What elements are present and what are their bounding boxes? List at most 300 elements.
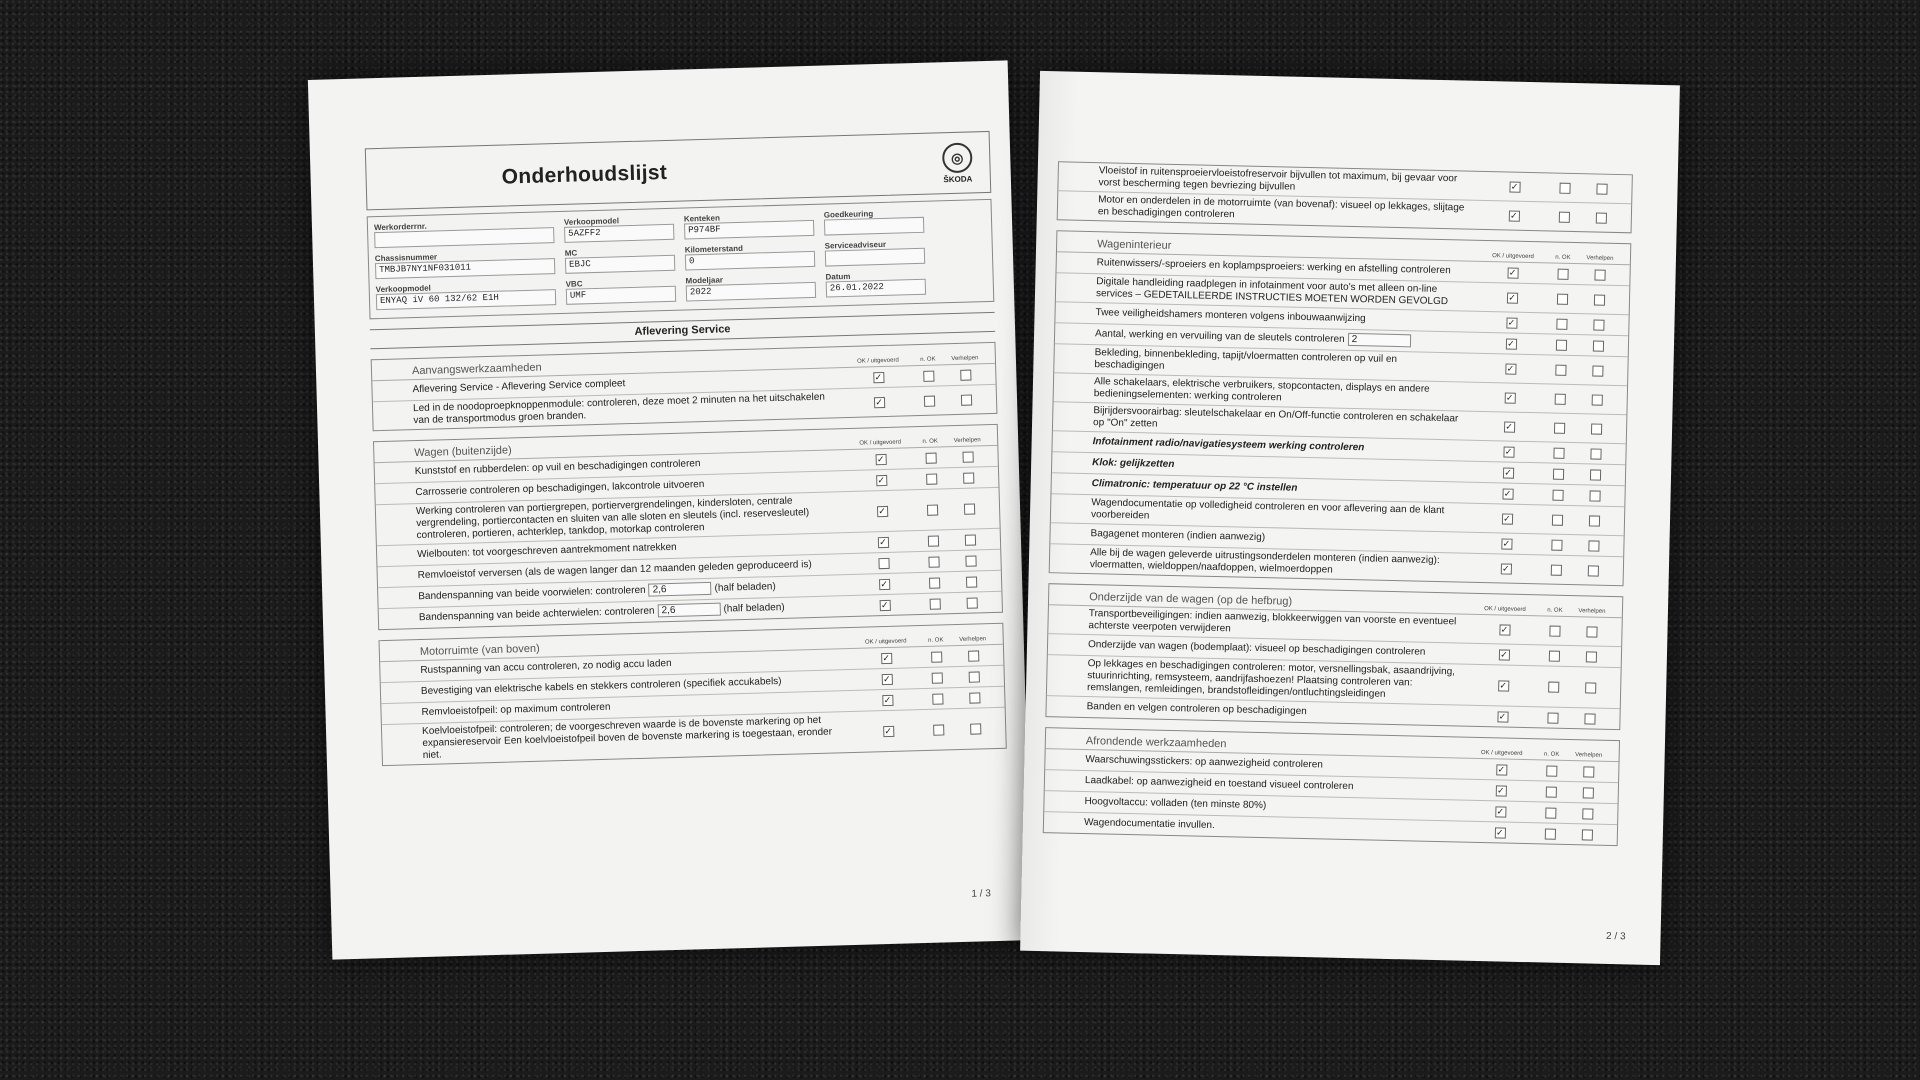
checked-checkbox[interactable]: ✓: [1504, 466, 1512, 478]
checkbox[interactable]: [1552, 468, 1563, 479]
checklist-item-label: Infotainment radio/navigatiesysteem werking controleren: [1092, 436, 1365, 454]
checkbox[interactable]: [1588, 540, 1599, 551]
checkbox-cell: [1565, 828, 1609, 840]
checklist-item-label: Motor en onderdelen in de motorruimte (van bovenaf): visueel op lekkages, slijtage en beschadigingen controleren: [1097, 194, 1465, 221]
checkbox-cell: [1476, 337, 1546, 350]
checkbox-cell: [948, 534, 992, 546]
right-sections: [1043, 230, 1632, 846]
skoda-logo: [937, 142, 978, 184]
checked-checkbox[interactable]: ✓: [1502, 537, 1511, 549]
checked-checkbox[interactable]: ✓: [1496, 784, 1505, 796]
checkbox[interactable]: [1593, 319, 1604, 330]
checkbox[interactable]: [1592, 340, 1603, 351]
info-field-label: Datum: [825, 271, 851, 282]
document-title: Onderhoudslijst: [501, 160, 668, 189]
checked-checkbox[interactable]: ✓: [1504, 445, 1513, 457]
checkbox[interactable]: [960, 369, 971, 380]
checkbox[interactable]: [1556, 293, 1567, 304]
info-field-value[interactable]: [824, 217, 924, 236]
checkbox-cell: [944, 394, 988, 406]
checkbox-cell: [853, 725, 923, 738]
checkbox-cell: [947, 503, 991, 515]
checkbox-cell: [1547, 293, 1577, 305]
checkbox-cell: [846, 474, 916, 487]
info-field: [685, 273, 816, 302]
column-header: n. OK: [920, 356, 936, 363]
info-field-label: Chassisnummer: [374, 252, 438, 264]
checkbox-cell: [1475, 362, 1545, 375]
checkbox-cell: [1469, 623, 1539, 636]
checkbox[interactable]: [928, 556, 939, 567]
checked-checkbox[interactable]: ✓: [882, 673, 891, 684]
checklist-item-label: Bagagenet monteren (indien aanwezig): [1090, 528, 1266, 544]
checkbox-cell: [851, 652, 921, 665]
checklist-item-label: Bevestiging van elektrische kabels en stekkers controleren (specifiek accukabels): [420, 675, 782, 698]
checkbox-cell: [1546, 339, 1576, 351]
checklist-item-label: Wagendocumentatie invullen.: [1083, 817, 1215, 832]
checkbox-cell: [1472, 487, 1542, 500]
checkbox[interactable]: [1595, 212, 1606, 223]
checkbox-cell: [1479, 209, 1549, 222]
checkbox[interactable]: [923, 370, 934, 381]
checkbox[interactable]: [1584, 713, 1595, 724]
info-field-value[interactable]: 5AZFF2: [564, 224, 674, 243]
checkbox-cell: [952, 670, 996, 682]
info-field: [825, 239, 926, 267]
checkbox-cell: [922, 672, 952, 684]
column-header: OK / uitgevoerd: [856, 357, 899, 365]
left-sections: [371, 342, 1007, 766]
column-header: n. OK: [927, 637, 944, 644]
checklist-item-label: Transportbeveiligingen: indien aanwezig, blokkeerwiggen van voorste en eventueel achterste veerpoten verwijderen: [1088, 608, 1457, 635]
checkbox[interactable]: [1592, 365, 1603, 376]
checkbox[interactable]: [1546, 765, 1557, 776]
checkbox[interactable]: [1557, 268, 1568, 279]
checkbox[interactable]: [969, 692, 980, 703]
checkbox-cell: [1571, 540, 1615, 552]
checkbox-cell: [1539, 625, 1569, 637]
checked-checkbox[interactable]: ✓: [1500, 648, 1508, 660]
checklist-item-label: Laadkabel: op aanwezigheid en toestand visueel controleren: [1084, 775, 1354, 793]
checkbox-cell: [921, 651, 951, 663]
checked-checkbox[interactable]: ✓: [883, 694, 892, 705]
checklist-section: [379, 623, 1007, 766]
checkbox-cell: [1545, 393, 1575, 405]
info-field-value[interactable]: P974BF: [684, 220, 814, 240]
checkbox[interactable]: [1586, 626, 1597, 637]
checkbox-cell: [953, 722, 997, 734]
section-title: Afrondende werkzaamheden: [1085, 735, 1227, 751]
checkbox-cell: [918, 556, 948, 568]
checklist-item-label: Aflevering Service - Aflevering Service compleet: [412, 378, 626, 396]
checkbox[interactable]: [962, 451, 973, 462]
checkbox-cell: [918, 535, 948, 547]
checkbox[interactable]: [1589, 469, 1600, 480]
checklist-item-label: Vloeistof in ruitensproeiervloeistofreservoir bijvullen tot maximum, bij gevaar voor vorst bescherming tegen bevriezing bijvullen: [1098, 165, 1458, 193]
checklist-item-label: Onderzijde van wagen (bodemplaat): visueel op beschadigingen controleren: [1087, 639, 1426, 658]
checked-checkbox[interactable]: ✓: [877, 474, 886, 485]
checkbox-cell: [1541, 539, 1571, 551]
checked-checkbox[interactable]: ✓: [1496, 826, 1504, 838]
checkbox[interactable]: [970, 723, 981, 734]
checked-checkbox[interactable]: ✓: [1498, 710, 1507, 722]
checkbox-cell: [1579, 183, 1623, 195]
info-field: [375, 249, 556, 279]
checked-checkbox[interactable]: ✓: [1500, 623, 1509, 635]
checked-checkbox[interactable]: ✓: [1503, 512, 1511, 524]
checkbox-cell: [1475, 391, 1545, 404]
checked-checkbox[interactable]: ✓: [875, 396, 883, 407]
info-field: [374, 218, 555, 248]
info-field: [565, 246, 676, 274]
checkbox-cell: [916, 473, 946, 485]
checkbox[interactable]: [1553, 447, 1564, 458]
info-field: [376, 280, 557, 310]
checklist-item-label: Carrosserie controleren op beschadigingen, lakcontrole uitvoeren: [415, 479, 705, 499]
checkbox-cell: [1571, 565, 1615, 577]
value-input-field[interactable]: 2,6: [657, 603, 720, 618]
checkbox[interactable]: [1544, 828, 1555, 839]
checkbox-cell: [1537, 712, 1567, 724]
info-field: [824, 208, 925, 236]
checkbox[interactable]: [927, 535, 938, 546]
checklist-section: [373, 424, 1003, 630]
section-title: Wagen (buitenzijde): [414, 444, 512, 460]
column-header: OK / uitgevoerd: [864, 638, 907, 646]
checklist-item-label: Bijrijdersvoorairbag: sleutelschakelaar en On/Off-functie controleren en schakelaar op "On" zetten: [1092, 405, 1459, 430]
checkbox-cell: [1569, 626, 1613, 638]
checklist-item-label: Digitale handleiding raadplegen in infotainment voor auto's met alleen on-line services – GEDETAILLEERDE INSTRUCTIES MOETEN WORDEN GEVOLGD: [1095, 276, 1449, 308]
checkbox-cell: [1466, 784, 1536, 797]
checkbox[interactable]: [931, 651, 942, 662]
checkbox[interactable]: [1559, 182, 1570, 193]
title-box: [365, 131, 991, 210]
checkbox[interactable]: [965, 576, 976, 587]
top-rows-section: [1057, 161, 1633, 233]
checkbox-cell: [1545, 364, 1575, 376]
checkbox-cell: [1465, 826, 1535, 839]
checkbox-cell: [1576, 319, 1620, 331]
checkbox-cell: [1549, 182, 1579, 194]
checkbox[interactable]: [923, 395, 934, 406]
info-field: [564, 215, 675, 243]
checked-checkbox[interactable]: ✓: [880, 578, 889, 589]
checked-checkbox[interactable]: ✓: [1508, 292, 1516, 303]
checkbox-cell: [1538, 681, 1568, 693]
checked-checkbox[interactable]: ✓: [1508, 267, 1517, 278]
info-field-label: MC: [564, 248, 578, 258]
checkbox-cell: [1542, 489, 1572, 501]
checklist-item-label: Alle bij de wagen geleverde uitrustingsonderdelen monteren (indien aanwezig): vloermatten, wieldoppen/naafdoppen, wielmoerdoppen: [1089, 547, 1440, 576]
vehicle-info-fields: [367, 199, 995, 319]
checklist-item-label: Banden en velgen controleren op beschadigingen: [1086, 701, 1307, 718]
checkbox[interactable]: [1551, 514, 1562, 525]
checkbox[interactable]: [926, 504, 937, 515]
column-header: n. OK: [1547, 607, 1563, 614]
checklist-item-label: Led in de noodoproepknoppenmodule: controleren, deze moet 2 minuten na het uitschakelen van de transportmodus groen branden.: [412, 391, 826, 427]
checked-checkbox[interactable]: ✓: [1505, 421, 1514, 432]
column-header: OK / uitgevoerd: [1480, 750, 1523, 757]
checklist-row-text: [1084, 817, 1465, 838]
skoda-logo-icon: ◎: [942, 142, 973, 173]
checkbox[interactable]: [1545, 807, 1556, 818]
checked-checkbox[interactable]: ✓: [1505, 392, 1514, 403]
checklist-item-label: Remvloeistof verversen (als de wagen langer dan 12 maanden geleden geproduceerd is): [417, 559, 812, 582]
checkbox[interactable]: [1591, 394, 1602, 405]
checkbox[interactable]: [1587, 565, 1598, 576]
column-headers: [1470, 606, 1614, 615]
info-field-value[interactable]: 26.01.2022: [826, 279, 926, 298]
checkbox-cell: [1543, 447, 1573, 459]
column-header: Verhelpen: [1578, 608, 1606, 615]
checkbox-cell: [923, 724, 953, 736]
checkbox[interactable]: [1582, 787, 1593, 798]
column-header: OK / uitgevoerd: [1484, 606, 1526, 614]
checked-checkbox[interactable]: ✓: [1510, 210, 1518, 221]
checkbox-cell: [1536, 765, 1566, 777]
checklist-row-text: [1087, 658, 1469, 703]
checklist-item-label: Alle schakelaars, elektrische verbruikers, stopcontacten, displays en andere bedieningselementen: werking controleren: [1093, 376, 1430, 404]
info-field-label: Modeljaar: [685, 275, 724, 286]
checkbox[interactable]: [1551, 539, 1562, 550]
checkbox[interactable]: [928, 577, 939, 588]
checked-checkbox[interactable]: ✓: [1506, 363, 1515, 374]
checkbox-cell: [852, 673, 922, 686]
checkbox-cell: [1479, 180, 1549, 193]
checkbox-cell: [1535, 828, 1565, 840]
checklist-row-text: [1087, 701, 1468, 722]
checkbox[interactable]: [965, 555, 976, 566]
info-field-value[interactable]: UMF: [566, 286, 676, 305]
checked-checkbox[interactable]: ✓: [1496, 805, 1505, 817]
checklist-item-label: Waarschuwingsstickers: op aanwezigheid controleren: [1085, 754, 1324, 771]
checkbox[interactable]: [1585, 651, 1596, 662]
checkbox[interactable]: [1585, 682, 1596, 693]
checkbox-cell: [1577, 294, 1621, 306]
checked-checkbox[interactable]: ✓: [880, 599, 889, 610]
checked-checkbox[interactable]: ✓: [884, 725, 893, 736]
checkbox[interactable]: [1583, 766, 1594, 777]
column-header: Verhelpen: [951, 355, 979, 363]
checkbox[interactable]: [925, 452, 936, 463]
checkbox[interactable]: [1590, 423, 1601, 434]
section-title: Motorruimte (van boven): [419, 642, 540, 659]
checklist-item-label: Klok: gelijkzetten: [1092, 457, 1175, 471]
checkbox-cell: [943, 369, 987, 381]
checkbox[interactable]: [1558, 211, 1569, 222]
checkbox[interactable]: [1590, 448, 1601, 459]
column-header: n. OK: [1555, 254, 1571, 261]
checkbox-cell: [1474, 420, 1544, 433]
section-title: Aanvangswerkzaamheden: [411, 361, 542, 378]
checkbox[interactable]: [964, 534, 975, 545]
checkbox[interactable]: [1556, 318, 1567, 329]
checkbox[interactable]: [1588, 515, 1599, 526]
info-field-label: Kilometerstand: [684, 243, 744, 255]
checkbox[interactable]: [1581, 829, 1592, 840]
checklist-section: [1049, 230, 1632, 586]
checkbox-cell: [1573, 448, 1617, 460]
checkbox[interactable]: [931, 672, 942, 683]
checked-checkbox[interactable]: ✓: [1507, 317, 1516, 328]
checked-checkbox[interactable]: ✓: [1510, 181, 1519, 192]
checkbox-cell: [915, 452, 945, 464]
checkbox-cell: [920, 598, 950, 610]
checkbox[interactable]: [1596, 183, 1607, 194]
checkbox[interactable]: [1553, 422, 1564, 433]
checkbox-cell: [919, 577, 949, 589]
checkbox[interactable]: [1589, 490, 1600, 501]
checkbox[interactable]: [966, 597, 977, 608]
checked-checkbox[interactable]: ✓: [1507, 338, 1515, 349]
checklist-item-label: Ruitenwissers/-sproeiers en koplampsproeiers: werking en afstelling controleren: [1096, 257, 1451, 277]
checkbox-cell: [1473, 466, 1543, 479]
checklist-item-suffix: (half beladen): [714, 581, 776, 595]
checkbox-cell: [1466, 763, 1536, 776]
checkbox-cell: [1465, 805, 1535, 818]
checked-checkbox[interactable]: ✓: [879, 536, 887, 547]
column-headers: [845, 437, 989, 447]
checklist-item-label: Aantal, werking en vervuiling van de sleutels controleren: [1094, 328, 1345, 346]
checkbox-cell: [913, 370, 943, 382]
checked-checkbox[interactable]: ✓: [1497, 763, 1506, 775]
checkbox-cell: [948, 555, 992, 567]
checklist-row-text: [1090, 547, 1471, 580]
checkbox[interactable]: [1550, 564, 1561, 575]
section-band: Aflevering Service: [370, 312, 995, 349]
checkbox[interactable]: [1555, 339, 1566, 350]
checkbox[interactable]: [933, 724, 944, 735]
checkbox-cell: [1573, 469, 1617, 481]
info-field: [684, 211, 815, 240]
column-headers: [1478, 253, 1622, 262]
checkbox-cell: [1541, 564, 1571, 576]
checkbox-cell: [1567, 712, 1611, 724]
checked-checkbox[interactable]: ✓: [1502, 562, 1510, 574]
checkbox-cell: [1576, 340, 1620, 352]
checkbox-cell: [1566, 765, 1610, 777]
column-header: Verhelpen: [1586, 255, 1614, 262]
checked-checkbox[interactable]: ✓: [874, 371, 883, 382]
info-field-value[interactable]: ENYAQ iV 60 132/62 E1H: [376, 289, 556, 310]
checked-checkbox[interactable]: ✓: [878, 505, 887, 516]
value-input-field[interactable]: 2: [1347, 333, 1410, 347]
checkbox[interactable]: [1549, 625, 1560, 636]
info-field: [566, 277, 677, 305]
checkbox-cell: [848, 536, 918, 549]
checked-checkbox[interactable]: ✓: [876, 453, 885, 464]
checkbox-cell: [1477, 291, 1547, 304]
checkbox-cell: [1543, 468, 1573, 480]
checkbox-cell: [951, 649, 995, 661]
checkbox-cell: [1535, 807, 1565, 819]
checkbox-cell: [1539, 650, 1569, 662]
checkbox[interactable]: [878, 557, 889, 568]
column-header: OK / uitgevoerd: [859, 439, 902, 447]
checkbox[interactable]: [960, 394, 971, 405]
checkbox-cell: [847, 505, 917, 518]
checkbox-cell: [914, 395, 944, 407]
checkbox[interactable]: [1555, 364, 1566, 375]
checkbox[interactable]: [963, 472, 974, 483]
info-field-label: Verkoopmodel: [563, 216, 620, 227]
checklist-item-label: Wielbouten: tot voorgeschreven aantrekmoment natrekken: [416, 541, 677, 561]
checkbox-cell: [1577, 269, 1621, 281]
checklist-item-label: Climatronic: temperatuur op 22 °C instellen: [1091, 478, 1298, 494]
info-field-label: Verkoopmodel: [375, 283, 431, 295]
checkbox[interactable]: [1554, 393, 1565, 404]
info-field-value[interactable]: TMBJB7NY1NF031011: [375, 258, 555, 279]
checkbox[interactable]: [932, 693, 943, 704]
info-field-value[interactable]: [825, 248, 925, 267]
checkbox-cell: [1549, 211, 1579, 223]
checkbox-cell: [1471, 562, 1541, 575]
checkbox-cell: [952, 691, 996, 703]
info-field-label: VBC: [565, 279, 583, 289]
section-title: Wageninterieur: [1097, 238, 1172, 252]
checklist-item-label: Remvloeistofpeil: op maximum controleren: [421, 701, 611, 719]
checkbox[interactable]: [968, 671, 979, 682]
checkbox-cell: [1477, 266, 1547, 279]
checkbox-cell: [1575, 394, 1619, 406]
checked-checkbox[interactable]: ✓: [1499, 679, 1508, 691]
info-field: [825, 270, 926, 298]
checkbox-cell: [852, 694, 922, 707]
checkbox[interactable]: [926, 473, 937, 484]
info-field-value[interactable]: EBJC: [565, 255, 675, 274]
checkbox-cell: [1546, 318, 1576, 330]
checkbox[interactable]: [1547, 712, 1558, 723]
checkbox-cell: [1569, 651, 1613, 663]
checkbox-cell: [844, 396, 914, 409]
checkbox-cell: [922, 693, 952, 705]
info-field-value[interactable]: 2022: [686, 282, 816, 302]
checklist-item-suffix: (half beladen): [723, 602, 785, 616]
checkbox-cell: [843, 371, 913, 384]
checklist-item-label: Hoogvoltaccu: volladen (ten minste 80%): [1084, 796, 1267, 812]
checkbox[interactable]: [1582, 808, 1593, 819]
checkbox[interactable]: [1545, 786, 1556, 797]
checkbox[interactable]: [1552, 489, 1563, 500]
checkbox-cell: [846, 453, 916, 466]
info-field-value[interactable]: 0: [685, 251, 815, 271]
value-input-field[interactable]: 2,6: [648, 582, 711, 597]
info-field: [685, 242, 816, 271]
checkbox-cell: [1544, 422, 1574, 434]
checklist-page-2: [1020, 71, 1680, 965]
checked-checkbox[interactable]: ✓: [1503, 487, 1512, 499]
checkbox[interactable]: [1548, 650, 1559, 661]
checkbox-cell: [1536, 786, 1566, 798]
checklist-item-label: Op lekkages en beschadigingen controleren: motor, versnellingsbak, asaandrijving, stuurinrichting, remsysteem, aandrijfashoezen! Plaatsing controleren van: remslangen, remleidingen, brandstofleidingen/ontluchtingsleidingen: [1086, 658, 1456, 700]
checkbox-cell: [949, 576, 993, 588]
checkbox-cell: [1566, 786, 1610, 798]
checkbox[interactable]: [929, 598, 940, 609]
checkbox[interactable]: [1594, 269, 1605, 280]
checkbox-cell: [1579, 212, 1623, 224]
column-headers: [843, 355, 987, 365]
checklist-item-label: Kunststof en rubberdelen: op vuil en beschadigingen controleren: [414, 458, 701, 478]
checkbox[interactable]: [968, 650, 979, 661]
checklist-item-label: Werking controleren van portiergrepen, portiervergrendelingen, kindersloten, centrale vergrendeling, portiercontacten en sluiten van alle sloten en sleutels (incl. reservesleutel) controleren, portieren, achterklep, tankdop, motorkap controleren: [415, 495, 810, 542]
checked-checkbox[interactable]: ✓: [882, 652, 891, 663]
checkbox-cell: [946, 472, 990, 484]
column-headers: [851, 636, 995, 646]
info-field-label: Werkorderrnr.: [373, 221, 427, 233]
checkbox[interactable]: [1548, 681, 1559, 692]
checkbox[interactable]: [1593, 294, 1604, 305]
checkbox[interactable]: [963, 503, 974, 514]
